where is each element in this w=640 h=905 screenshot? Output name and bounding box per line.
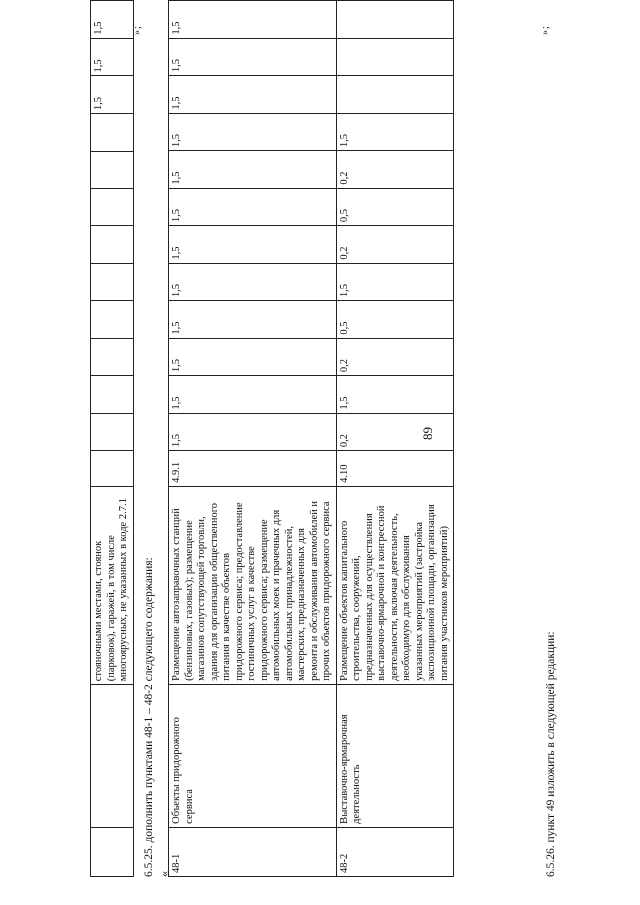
cell-value <box>91 413 134 450</box>
cell-value: 1,5 <box>91 76 134 114</box>
cell-value: 1,5 <box>91 1 134 39</box>
cell-value: 1,5 <box>169 188 337 226</box>
main-table <box>168 0 454 877</box>
cell-value <box>91 376 134 413</box>
cell-value <box>91 114 134 151</box>
cell-value: 1,5 <box>169 338 337 376</box>
cell-value <box>336 38 454 76</box>
cell-value: 1,5 <box>169 38 337 76</box>
cell-value: 0,2 <box>336 151 454 189</box>
cell-value: 1,5 <box>169 1 337 39</box>
opening-quote: « <box>157 871 171 877</box>
cell-name: Выставочно-ярмарочная деятельность <box>336 684 454 827</box>
cell-value: 0,5 <box>336 188 454 226</box>
cell-desc: Размещение объектов капитального строительства, сооружений, предназначенных для осуществления выставочно-ярмарочной и конгрессной деятельности, включая деятельность, необходимую для обслуживания указанных мероприятий (застройка экспозиционной площади, организация питания участников мероприятий) <box>336 486 454 684</box>
cell-value: 1,5 <box>169 263 337 301</box>
cell-value: 1,5 <box>169 226 337 264</box>
cell-code <box>91 451 134 486</box>
paragraph-6-5-26: 6.5.26. пункт 49 изложить в следующей редакции: <box>545 631 557 877</box>
cell-code: 4.10 <box>336 451 454 487</box>
cell-value <box>91 226 134 263</box>
cell-num: 48-2 <box>336 827 454 876</box>
top-table-end-mark: »; <box>132 25 143 35</box>
cell-value: 1,5 <box>169 301 337 339</box>
cell-value <box>336 76 454 114</box>
page-number: 89 <box>420 427 435 440</box>
cell-value <box>91 338 134 375</box>
cell-value: 1,5 <box>91 38 134 76</box>
top-table <box>90 0 134 877</box>
cell-value: 0,5 <box>336 301 454 339</box>
cell-value: 1,5 <box>336 263 454 301</box>
table-row <box>336 1 454 877</box>
cell-name: Объекты придорожного сервиса <box>169 684 337 827</box>
cell-value: 1,5 <box>169 376 337 414</box>
cell-num <box>91 827 134 876</box>
cell-value <box>91 189 134 226</box>
table-row <box>91 1 134 877</box>
cell-code: 4.9.1 <box>169 451 337 487</box>
cell-desc: Размещение автозаправочных станций (бензиновых, газовых); размещение магазинов сопутствующей торговли, здания для организации общественного питания в качестве объектов придорожного сервиса; предоставление гостиничных услуг в качестве придорожного сервиса; размещение автомобильных моек и прачечных для автомобильных принадлежностей, мастерских, предназначенных для ремонта и обслуживания автомобилей и прочих объектов придорожного сервиса <box>169 486 337 684</box>
cell-value: 0,2 <box>336 338 454 376</box>
cell-name <box>91 685 134 828</box>
main-table-end-mark: »; <box>540 25 551 35</box>
cell-value: 1,5 <box>169 76 337 114</box>
cell-value: 0,2 <box>336 226 454 264</box>
cell-desc: стояночными местами, стоянок (парковок), гаражей, в том числе многоярусных, не указанных в коде 2.7.1 <box>91 486 134 685</box>
cell-value: 1,5 <box>336 376 454 414</box>
cell-value: 0,2 <box>336 413 454 451</box>
cell-value: 1,5 <box>169 413 337 451</box>
cell-value: 1,5 <box>336 113 454 151</box>
cell-value <box>91 263 134 300</box>
cell-value: 1,5 <box>169 113 337 151</box>
cell-num: 48-1 <box>169 827 337 876</box>
cell-value <box>336 1 454 39</box>
paragraph-6-5-25: 6.5.25. дополнить пунктами 48-1 – 48-2 следующего содержания: <box>143 557 155 877</box>
cell-value <box>91 151 134 188</box>
cell-value <box>91 301 134 338</box>
table-row <box>169 1 337 877</box>
cell-value: 1,5 <box>169 151 337 189</box>
